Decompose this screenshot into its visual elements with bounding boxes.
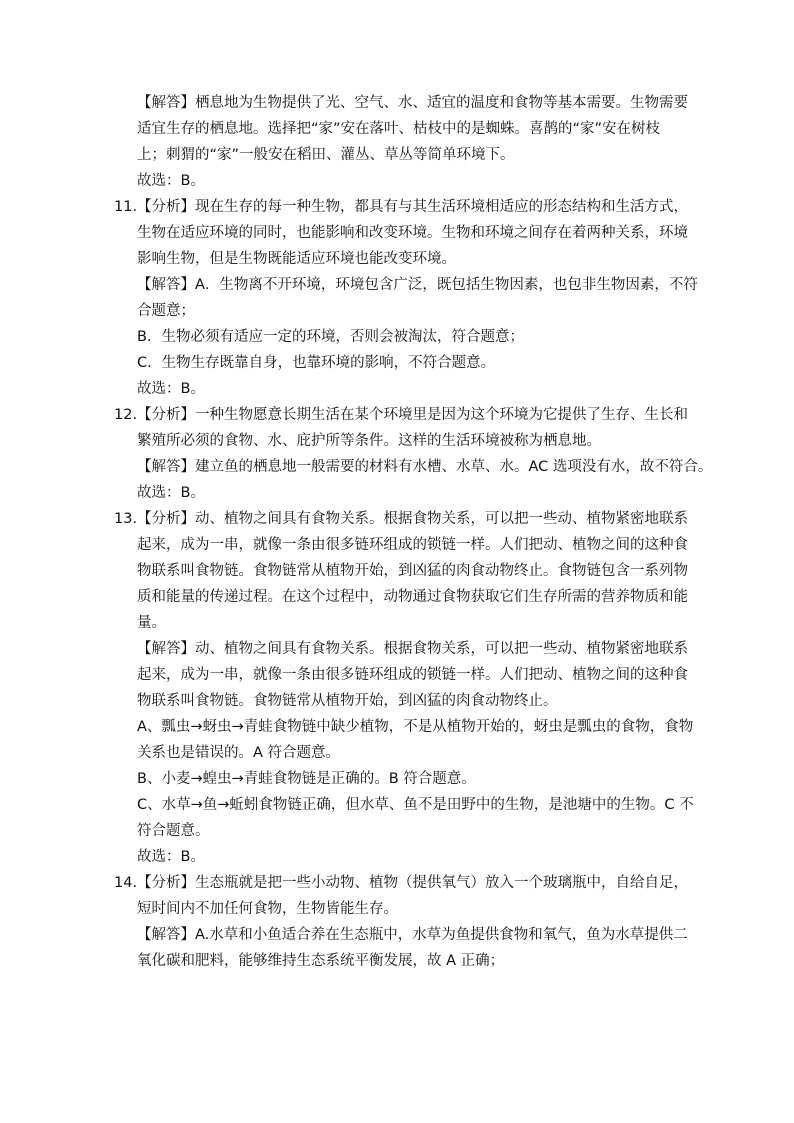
text-line: A、瓢虫→蚜虫→青蛙食物链中缺少植物，不是从植物开始的，蚜虫是瓢虫的食物，食物 (137, 719, 694, 735)
text-line: 适宜生存的栖息地。选择把“家”安在落叶、枯枝中的是蜘蛛。喜鹊的“家”安在树枝 (137, 121, 661, 137)
text-line: 故选：B。 (137, 381, 205, 397)
text-line: 上；刺猬的“家”一般安在稻田、灌丛、草丛等简单环境下。 (137, 147, 515, 163)
text-line: 物联系叫食物链。食物链常从植物开始，到凶猛的肉食动物终止。 (137, 693, 558, 709)
text-line: 合题意； (137, 303, 195, 319)
text-line: 故选：B。 (137, 173, 205, 189)
text-line: C．生物生存既靠自身，也靠环境的影响，不符合题意。 (137, 355, 496, 371)
text-line: 起来，成为一串，就像一条由很多链环组成的锁链一样。人们把动、植物之间的这种食 (137, 537, 688, 553)
text-line: 符合题意。 (137, 823, 210, 839)
text-line: 氧化碳和肥料，能够维持生态系统平衡发展，故 A 正确； (137, 953, 505, 969)
text-line: 短时间内不加任何食物，生物皆能生存。 (137, 901, 398, 917)
text-line: 【解答】A．生物离不开环境，环境包含广泛，既包括生物因素，也包非生物因素，不符 (137, 277, 698, 293)
text-line: 质和能量的传递过程。在这个过程中，动物通过食物获取它们生存所需的营养物质和能 (137, 589, 688, 605)
text-line: 【解答】建立鱼的栖息地一般需要的材料有水槽、水草、水。AC 选项没有水，故不符合。 (137, 459, 713, 475)
question-14-heading: 14.【分析】生态瓶就是把一些小动物、植物（提供氧气）放入一个玻璃瓶中，自给自足， (114, 875, 689, 891)
question-12-heading: 12.【分析】一种生物愿意长期生活在某个环境里是因为这个环境为它提供了生存、生长和 (114, 407, 689, 423)
question-11-heading: 11.【分析】现在生存的每一种生物，都具有与其生活环境相适应的形态结构和生活方式， (114, 199, 689, 215)
text-line: 繁殖所必须的食物、水、庇护所等条件。这样的生活环境被称为栖息地。 (137, 433, 601, 449)
text-line: 起来，成为一串，就像一条由很多链环组成的锁链一样。人们把动、植物之间的这种食 (137, 667, 688, 683)
text-line: 故选：B。 (137, 849, 205, 865)
text-line: 量。 (137, 615, 166, 631)
text-line: C、水草→鱼→蚯蚓食物链正确，但水草、鱼不是田野中的生物，是池塘中的生物。C 不 (137, 797, 694, 813)
text-line: 【解答】栖息地为生物提供了光、空气、水、适宜的温度和食物等基本需要。生物需要 (137, 95, 688, 111)
text-line: 故选：B。 (137, 485, 205, 501)
text-line: B、小麦→蝗虫→青蛙食物链是正确的。B 符合题意。 (137, 771, 476, 787)
text-line: 影响生物，但是生物既能适应环境也能改变环境。 (137, 251, 456, 267)
text-line: 【解答】A.水草和小鱼适合养在生态瓶中，水草为鱼提供食物和氧气，鱼为水草提供二 (137, 927, 688, 943)
text-line: B．生物必须有适应一定的环境，否则会被淘汰，符合题意； (137, 329, 524, 345)
question-13-heading: 13.【分析】动、植物之间具有食物关系。根据食物关系，可以把一些动、植物紧密地联系 (114, 511, 689, 527)
text-line: 关系也是错误的。A 符合题意。 (137, 745, 341, 761)
text-line: 【解答】动、植物之间具有食物关系。根据食物关系，可以把一些动、植物紧密地联系 (137, 641, 688, 657)
text-line: 物联系叫食物链。食物链常从植物开始，到凶猛的肉食动物终止。食物链包含一系列物 (137, 563, 688, 579)
text-line: 生物在适应环境的同时，也能影响和改变环境。生物和环境之间存在着两种关系，环境 (137, 225, 688, 241)
